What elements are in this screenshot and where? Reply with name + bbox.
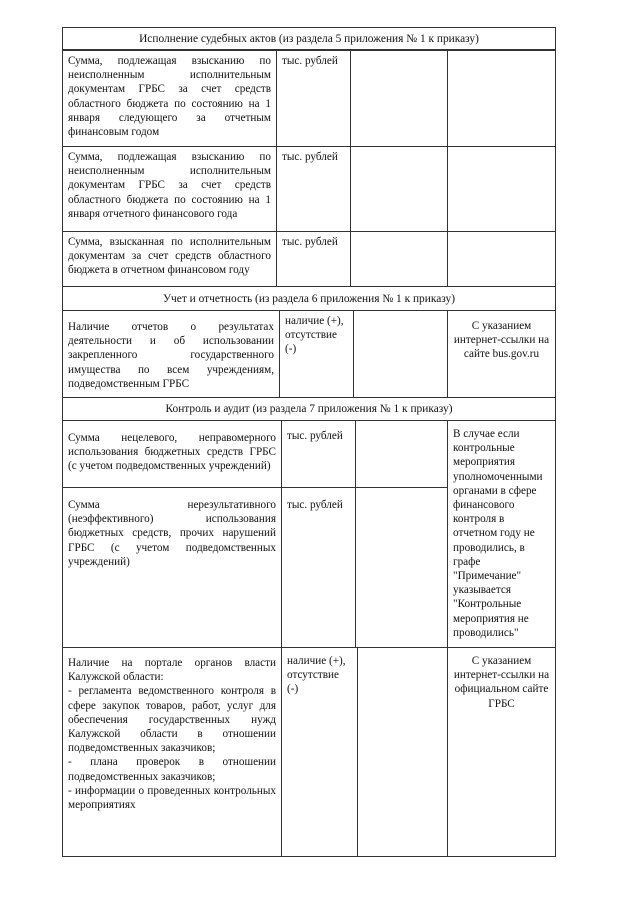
control-note: В случае если контрольные мероприятия уполномоченными органами в сфере финансового контроля в отчетном году не проводились, в графе "Примечание" указывается "Контрольные мероприятия не проводились"	[447, 420, 556, 648]
row-2-value-current	[350, 146, 448, 232]
row-3-unit: тыс. рублей	[276, 231, 351, 287]
section-header-5: Исполнение судебных актов (из раздела 5 приложения № 1 к приказу)	[62, 27, 556, 50]
row-5-unit: тыс. рублей	[281, 420, 356, 488]
row-4-note: С указанием интернет-ссылки на сайте bus.gov.ru	[447, 310, 556, 398]
section-header-7: Контроль и аудит (из раздела 7 приложения № 1 к приказу)	[62, 397, 556, 421]
row-6-description: Сумма нерезультативного (неэффективного) использования бюджетных средств, прочих нарушений ГРБС (с учетом подведомственных учреждений)	[62, 487, 282, 648]
row-7-unit: наличие (+), отсутствие (-)	[281, 647, 358, 857]
row-1-description: Сумма, подлежащая взысканию по неисполненным исполнительным документам ГРБС за счет средств областного бюджета по состоянию на 1 января следующего за отчетным финансовым годом	[62, 50, 277, 147]
row-5-description: Сумма нецелевого, неправомерного использования бюджетных средств ГРБС (с учетом подведомственных учреждений)	[62, 420, 282, 488]
row-3-value-current	[350, 231, 448, 287]
row-7-item-regulation: - регламента ведомственного контроля в сфере закупок товаров, работ, услуг для обеспечения государственных нужд Калужской области в отношении подведомственных заказчиков;	[68, 685, 276, 755]
row-7-note: С указанием интернет-ссылки на официальном сайте ГРБС	[447, 647, 556, 857]
row-2-note	[447, 146, 556, 232]
row-3-description: Сумма, взысканная по исполнительным документам за счет средств областного бюджета в отчетном финансовом году	[62, 231, 277, 287]
row-7-description	[62, 647, 282, 857]
row-1-value-current	[350, 50, 448, 147]
row-7-item-info: - информации о проведенных контрольных мероприятиях	[68, 784, 276, 812]
row-2-description: Сумма, подлежащая взысканию по неисполненным исполнительным документам ГРБС за счет средств областного бюджета по состоянию на 1 января отчетного финансового года	[62, 146, 277, 232]
row-2-unit: тыс. рублей	[276, 146, 351, 232]
row-7-value-current	[357, 647, 448, 857]
row-7-intro: Наличие на портале органов власти Калужской области:	[68, 657, 276, 684]
row-4-unit: наличие (+), отсутствие (-)	[279, 310, 354, 398]
row-5-value-current	[355, 420, 448, 488]
row-1-note	[447, 50, 556, 147]
row-4-value-current	[353, 310, 448, 398]
row-6-unit: тыс. рублей	[281, 487, 356, 648]
row-4-description: Наличие отчетов о результатах деятельности и об использовании закрепленного государственного имущества по всем учреждениям, подведомственным ГРБС	[62, 310, 280, 398]
row-6-value-current	[355, 487, 448, 648]
row-7-item-plan: - плана проверок в отношении подведомственных заказчиков;	[68, 756, 276, 783]
row-1-unit: тыс. рублей	[276, 50, 351, 147]
section-header-6: Учет и отчетность (из раздела 6 приложения № 1 к приказу)	[62, 286, 556, 311]
row-3-note	[447, 231, 556, 287]
